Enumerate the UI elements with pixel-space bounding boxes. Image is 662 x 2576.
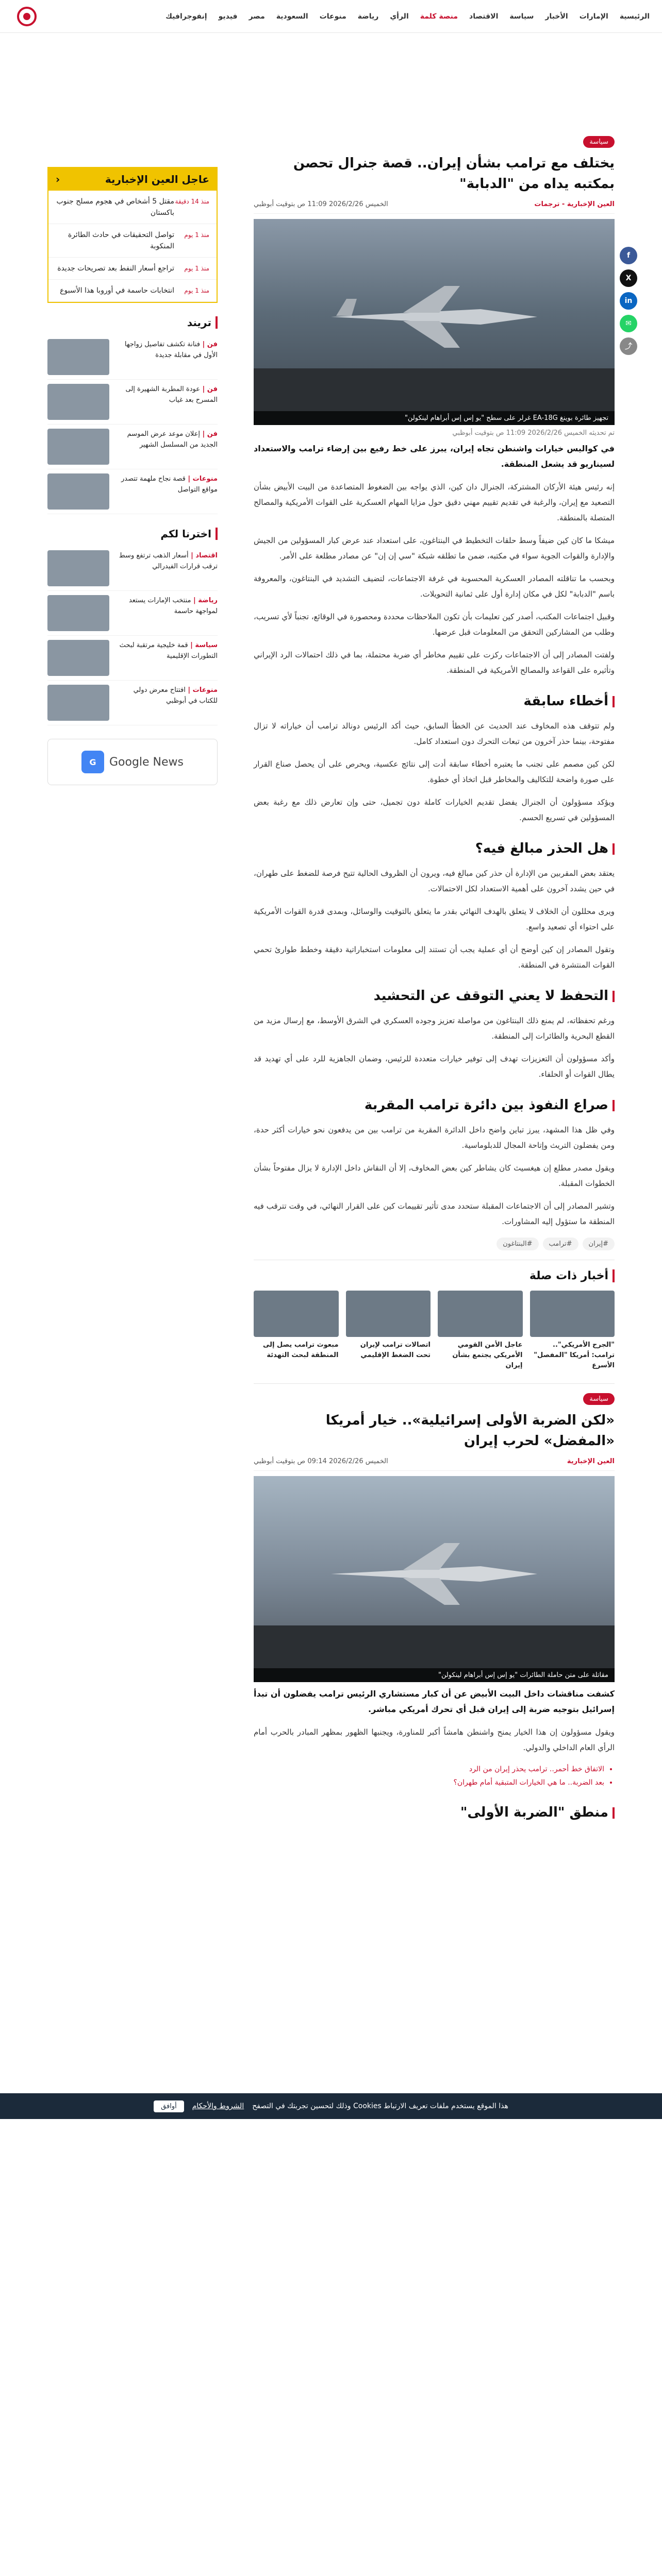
nav-item[interactable]: فيديو (218, 12, 238, 21)
breaking-text[interactable]: انتخابات حاسمة في أوروبا هذا الأسبوع (60, 286, 174, 295)
sidebar (47, 167, 218, 785)
breaking-text[interactable]: تراجع أسعار النفط بعد تصريحات جديدة (57, 264, 174, 273)
side-item[interactable] (47, 335, 218, 380)
nav-item[interactable]: الاقتصاد (469, 12, 499, 21)
paragraph: وأكد مسؤولون أن التعزيزات تهدف إلى توفير خيارات متعددة للرئيس، وضمان الجاهزية للرد على أي تهديد قد يطال القوات أو الحلفاء. (254, 1054, 615, 1079)
breaking-time: منذ 14 دقيقة (175, 198, 209, 205)
main-column (254, 136, 615, 1829)
article-body (254, 479, 615, 678)
hero-image-2 (254, 1476, 615, 1682)
paragraph: وتقول المصادر إن كين أوضح أن أي عملية يجب أن تستند إلى معلومات استخباراتية دقيقة وخطط طوارئ تحمي القوات المنتشرة في المنطقة. (254, 945, 615, 970)
author-2[interactable]: العين الإخبارية (567, 1458, 615, 1465)
paragraph: ويؤكد مسؤولون أن الجنرال يفضل تقديم الخيارات كاملة دون تجميل، حتى وإن تعارض ذلك مع رغبة بعض المسؤولين في تسريع الحسم. (254, 798, 615, 822)
x-icon[interactable]: X (620, 269, 637, 287)
breaking-item[interactable] (48, 258, 217, 280)
paragraph: وتشير المصادر إلى أن الاجتماعات المقبلة ستحدد مدى تأثير تقييمات كين على القرار النهائي، في وقت تترقب فيه المنطقة ما ستؤول إليه المشاورات. (254, 1201, 615, 1226)
side-item-label: اقتصاد | (188, 552, 218, 560)
article2-body (254, 1724, 615, 1755)
cookie-text: هذا الموقع يستخدم ملفات تعريف الارتباط Cookies وذلك لتحسين تجربتك في التصفح (252, 2102, 508, 2110)
nav-item[interactable]: إنفوجرافيك (166, 12, 207, 21)
paragraph: ميشكا ما كان كين ضيفاً وسط حلقات التخطيط في البنتاغون، على استعداد عند عرض كبار المسؤولين من الجيش والإدارة والقوات الجوية سواء في مكتبه، ضمن ما تطلقه شبكة "سي إن إن" عن مصادر مطلعة على الأمر. (254, 536, 615, 561)
side-item-label: منوعات | (185, 686, 218, 694)
side-item-thumb[interactable] (47, 640, 109, 676)
paragraph: ويقول مصدر مطلع إن هيغسيث كان يشاطر كين بعض المخاوف، إلا أن النقاش داخل الإدارة لا يزال مفتوحاً بشأن الخطوات المقبلة. (254, 1163, 615, 1188)
side-item[interactable] (47, 681, 218, 725)
article-sections (254, 691, 615, 1229)
side-item-label: فن | (200, 385, 218, 393)
article-lead: في كواليس خيارات واشنطن تجاه إيران، يبرز على خط رفيع بين إرضاء ترامب والاستعداد لسيناريو قد يشعل المنطقة. (254, 444, 615, 469)
section-tag-2[interactable]: سياسة (583, 1393, 615, 1405)
side-item-thumb[interactable] (47, 595, 109, 631)
related-thumb[interactable] (438, 1291, 523, 1337)
related-headline[interactable]: عاجل الأمن القومي الأمريكي يجتمع بشأن إيران (452, 1341, 523, 1369)
side-item-text[interactable]: منوعات | افتتاح معرض دولي للكتاب في أبوظبي (133, 686, 218, 705)
article2-links (254, 1762, 615, 1789)
related-headline[interactable]: مبعوث ترامب يصل إلى المنطقة لبحث التهدئة (262, 1341, 339, 1359)
image-caption: تجهيز طائرة بوينغ EA-18G غرلر على سطح "يو إس إس أبراهام لينكولن" (254, 411, 615, 425)
breaking-time: منذ 1 يوم (184, 265, 209, 272)
side-item[interactable] (47, 469, 218, 514)
nav-item[interactable]: سياسة (509, 12, 534, 21)
paragraph: إنه رئيس هيئة الأركان المشتركة، الجنرال دان كين، الذي يواجه بين الضغوط المتصاعدة من البيت الأبيض بشأن التصعيد مع إيران، والرغبة في تقديم تقييم مهني دقيق حول مزايا المهام العسكرية على القوات الأمريكية والمصالح المتصلة بالمنطقة. (254, 482, 615, 522)
paragraph: ويقول مسؤولون إن هذا الخيار يمنح واشنطن هامشاً أكبر للمناورة، ويجنبها الظهور بمظهر المبادر بالحرب أمام الرأي العام الداخلي والدولي. (254, 1727, 615, 1752)
trending-list (47, 335, 218, 514)
tag-list (254, 1238, 615, 1250)
paragraph: ولفتت المصادر إلى أن الاجتماعات ركزت على تقييم مخاطر أي ضربة محتملة، بما في ذلك احتمالات الرد الإيراني وتأثيره على القواعد والمصالح الأمريكية في المنطقة. (254, 650, 615, 675)
paragraph: ويرى محللون أن الخلاف لا يتعلق بالهدف النهائي بقدر ما يتعلق بالتوقيت والوسائل، وبمدى قدرة القوات الأمريكية على احتواء أي تصعيد واسع. (254, 907, 615, 931)
side-item-thumb[interactable] (47, 339, 109, 375)
nav-item[interactable]: الأخبار (545, 12, 568, 21)
side-item[interactable] (47, 546, 218, 591)
side-item-label: فن | (200, 430, 218, 438)
email-icon[interactable]: ✉ (620, 315, 637, 332)
side-item-text[interactable]: فن | إعلان موعد عرض الموسم الجديد من المسلسل الشهير (127, 430, 218, 449)
side-item-label: فن | (200, 341, 218, 348)
byline (254, 200, 615, 214)
divider (254, 1383, 615, 1384)
related-card[interactable] (438, 1291, 523, 1371)
related-thumb[interactable] (254, 1291, 339, 1337)
side-item-label: منوعات | (185, 475, 218, 483)
breaking-item[interactable] (48, 191, 217, 224)
nav-list (166, 12, 650, 21)
breaking-item[interactable] (48, 280, 217, 302)
side-item-thumb[interactable] (47, 384, 109, 420)
share-bar (620, 247, 637, 355)
share-icon[interactable]: ⤴ (620, 337, 637, 355)
nav-item[interactable]: السعودية (276, 12, 308, 21)
related-card[interactable] (530, 1291, 615, 1371)
publish-date: الخميس 2026/2/26 11:09 ص بتوقيت أبوظبي (254, 200, 388, 208)
side-item-label: رياضة | (191, 597, 218, 604)
related-title: أخبار ذات صلة (254, 1269, 615, 1282)
side-item-text[interactable]: فن | عودة المطربة الشهيرة إلى المسرح بعد غياب (125, 385, 218, 404)
site-logo[interactable] (12, 6, 41, 27)
breaking-text[interactable]: مقتل 5 أشخاص في هجوم مسلح جنوب باكستان (56, 197, 174, 217)
side-item-thumb[interactable] (47, 685, 109, 721)
section-heading: التحفظ لا يعني التوقف عن التحشيد (254, 986, 615, 1006)
side-item[interactable] (47, 380, 218, 425)
breaking-item[interactable] (48, 224, 217, 258)
tag[interactable]: #ترامب (543, 1238, 578, 1250)
side-item[interactable] (47, 591, 218, 636)
paragraph: وبحسب ما تناقلته المصادر العسكرية المحسوبة في غرفة الاجتماعات، لتضيف التشديد في البنتاغون، والمعروفة باسم "الدبابة" لكل في مكان إدارة أول على ثمانية التحويلات. (254, 574, 615, 599)
side-item-thumb[interactable] (47, 550, 109, 586)
side-item-thumb[interactable] (47, 429, 109, 465)
ad-space (0, 33, 662, 136)
article-title: يختلف مع ترامب بشأن إيران.. قصة جنرال تحصن بمكتبه يداه من "الدبابة" (293, 156, 615, 192)
author[interactable]: العين الإخبارية - ترجمات (534, 200, 615, 208)
cookie-bar (0, 2093, 662, 2119)
breaking-news-box (47, 167, 218, 303)
article2-title[interactable]: «لكن الضربة الأولى إسرائيلية».. خيار أمريكا «المفضل» لحرب إيران (325, 1413, 615, 1449)
hero-image (254, 219, 615, 425)
side-item-thumb[interactable] (47, 473, 109, 510)
side-item-label: سياسة | (188, 641, 218, 649)
breaking-text[interactable]: تواصل التحقيقات في حادث الطائرة المنكوبة (68, 231, 174, 250)
nav-item[interactable]: منصة كلمة (420, 12, 458, 21)
side-item[interactable] (47, 425, 218, 469)
google-news-badge[interactable] (47, 739, 218, 785)
article-link[interactable]: • الاتفاق خط أحمر.. ترامب يحذر إيران من الرد (254, 1762, 604, 1776)
section-tag[interactable]: سياسة (583, 136, 615, 148)
side-item-text[interactable]: فن | فنانة تكشف تفاصيل زواجها الأول في مقابلة جديدة (124, 341, 218, 359)
section-heading: أخطاء سابقة (254, 691, 615, 711)
paragraph: ورغم تحفظاته، لم يمنع ذلك البنتاغون من مواصلة تعزيز وجوده العسكري في الشرق الأوسط، مع إرسال مزيد من القطع البحرية والطائرات إلى المنطقة. (254, 1016, 615, 1041)
side-item-text[interactable]: رياضة | منتخب الإمارات يستعد لمواجهة حاسمة (128, 597, 218, 615)
jet-illustration-2 (326, 1538, 542, 1610)
tag[interactable]: #إيران (583, 1238, 615, 1250)
cookie-terms-link[interactable]: الشروط والأحكام (192, 2102, 244, 2110)
google-news-label: Google News (109, 755, 184, 769)
related-thumb[interactable] (530, 1291, 615, 1337)
related-card[interactable] (254, 1291, 339, 1371)
side-item-text[interactable]: اقتصاد | أسعار الذهب ترتفع وسط ترقب قرارات الفيدرالي (119, 552, 218, 570)
byline-2 (254, 1458, 615, 1471)
paragraph: يعتقد بعض المقربين من الإدارة أن حذر كين مبالغ فيه، ويرون أن الظروف الحالية تتيح فرصة للضغط على طهران، في حين يشدد آخرون على أهمية الاستعداد لكل الاحتمالات. (254, 869, 615, 893)
nav-item[interactable]: الرأي (390, 12, 409, 21)
updated-dateline: تم تحديثه الخميس 2026/2/26 11:09 ص بتوقيت أبوظبي (452, 429, 615, 437)
breaking-time: منذ 1 يوم (184, 287, 209, 294)
paragraph: وقبيل اجتماعات المكتب، أصدر كين تعليمات بأن تكون الملاحظات محددة ومحصورة في الوقائع، تجنباً لأي تسريب، وطلب من المشاركين التحقق من المعلومات قبل عرضها. (254, 612, 615, 637)
google-news-icon: G (81, 751, 104, 773)
related-headline[interactable]: "الجرح الأمريكي".. ترامب: أمريكا "المفصل" الأسرع (534, 1341, 615, 1369)
paragraph: ولم تتوقف هذه المخاوف عند الحديث عن الخطأ السابق، حيث أكد الرئيس دونالد ترامب أن خياراته لا تزال مفتوحة، بينما حذر آخرون من تبعات التحرك دون استعداد كامل. (254, 721, 615, 746)
jet-illustration (326, 281, 542, 353)
editors-title: اخترنا لكم (47, 528, 218, 540)
side-item-text[interactable]: منوعات | قصة نجاح ملهمة تتصدر مواقع التواصل (121, 475, 218, 494)
article-link[interactable]: • بعد الضربة.. ما هي الخيارات المتبقية أمام طهران؟ (254, 1776, 604, 1789)
related-card[interactable] (346, 1291, 431, 1371)
related-headline[interactable]: اتصالات ترامب لإيران تحت الضغط الإقليمي (360, 1341, 431, 1359)
side-item-text[interactable]: سياسة | قمة خليجية مرتقبة لبحث التطورات الإقليمية (119, 641, 218, 660)
related-thumb[interactable] (346, 1291, 431, 1337)
article (254, 136, 615, 1822)
nav-item[interactable]: الإمارات (579, 12, 608, 21)
article2-heading: منطق "الضربة الأولى" (254, 1803, 615, 1822)
nav-item[interactable]: رياضة (357, 12, 379, 21)
breaking-header (48, 168, 217, 191)
image-caption-2: مقاتلة على متن حاملة الطائرات "يو إس إس أبراهام لينكولن" (254, 1668, 615, 1682)
nav-item[interactable]: منوعات (319, 12, 346, 21)
trending-title: تريند (47, 316, 218, 329)
section-heading: صراع النفوذ بين دائرة ترامب المقربة (254, 1095, 615, 1115)
top-navigation (0, 0, 662, 33)
paragraph: لكن كين مصمم على تجنب ما يعتبره أخطاء سابقة أدت إلى نتائج عكسية، ويحرص على أن يحصل صناع القرار على صورة واضحة للتكاليف والمخاطر قبل اتخاذ أي خطوة. (254, 759, 615, 784)
related-list (254, 1291, 615, 1371)
linkedin-icon[interactable]: in (620, 292, 637, 310)
publish-date-2: الخميس 2026/2/26 09:14 ص بتوقيت أبوظبي (254, 1458, 388, 1465)
side-item[interactable] (47, 636, 218, 681)
tag[interactable]: #البنتاغون (496, 1238, 538, 1250)
chevron-left-icon[interactable]: ‹ (56, 173, 60, 185)
paragraph: وفي ظل هذا المشهد، يبرز تباين واضح داخل الدائرة المقربة من ترامب بين من يدفعون نحو خيارات أكثر حدة، ومن يفضلون التريث وإتاحة المجال للدبلوماسية. (254, 1125, 615, 1150)
breaking-list (48, 191, 217, 302)
breaking-time: منذ 1 يوم (184, 231, 209, 239)
nav-item[interactable]: الرئيسية (619, 12, 650, 21)
editors-list (47, 546, 218, 725)
article2-lead: كشفت مناقشات داخل البيت الأبيض عن أن كبار مستشاري الرئيس ترامب يفضلون أن تبدأ إسرائيل بتوجيه ضربة إلى إيران قبل أي تحرك أمريكي مباشر. (254, 1689, 615, 1714)
facebook-icon[interactable]: f (620, 247, 637, 264)
cookie-accept-button[interactable]: أوافق (154, 2100, 184, 2112)
nav-item[interactable]: مصر (249, 12, 265, 21)
section-heading: هل الحذر مبالغ فيه؟ (254, 839, 615, 858)
breaking-title: عاجل العين الإخبارية (105, 173, 209, 185)
